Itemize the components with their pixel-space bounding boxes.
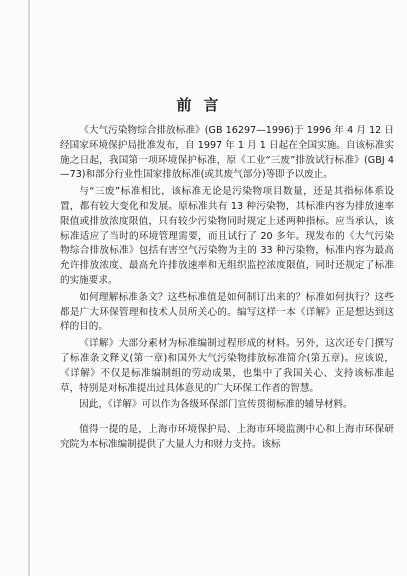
paragraph-3: 如何理解标准条文？这些标准值是如何制订出来的？标准如何执行？这些都是广大环保管理和技术人员所关心的。编写这样一本《详解》正是想达到这样的目的。 <box>60 291 394 333</box>
paragraph-4: 《详解》大部分素材为标准编制过程形成的材料。另外，这次还专门撰写了标准条文释义(第一章)和国外大气污染物排放标准简介(第五章)。应该说，《详解》不仅是标准编制组的劳动成果，也集中了我国关心、支持该标准起草，特别是对标准提出过具体意见的广大环保工作者的智慧。 <box>60 338 394 394</box>
paragraph-5: 因此，《详解》可以作为各级环保部门宣传贯彻标准的辅导材料。 <box>79 399 353 411</box>
paragraph-2: 与“三废”标准相比，该标准无论是污染物项目数量，还是其指标体系设置，都有较大变化和发展。原标准共有 13 种污染物，其标准内容为排放速率限值或排放浓度限值，只有较少污染物同时规定上述两种指标。应当承认，该标准适应了当时的环境管理需要，而且试行了 20 多年。现发布的《大气污染物综合排放标准》包括有害空气污染物为主的 33 种污染物，标准内容为最高允许排放浓度、最高允许排放速率和无组织监控浓度限值，同时还规定了标准的实施要求。 <box>60 186 394 286</box>
body-text <box>60 124 394 455</box>
scan-binding-edge <box>28 0 30 576</box>
page-title: 前言 <box>176 96 231 114</box>
paragraph-6: 值得一提的是，上海市环境保护局、上海市环境监测中心和上海市环保研究院为本标准编制提供了大量人力和财力支持。该标 <box>60 424 394 450</box>
paragraph-1: 《大气污染物综合排放标准》(GB 16297—1996)于 1996 年 4 月 12 日经国家环境保护局批准发布，自 1997 年 1 月 1 日起在全国实施。自该标准实施之日起，我国第一项环境保护标准，原《工业“三废”排放试行标准》(GBJ 4—73)和部分行业性国家排放标准(或其废气部分)等即予以废止。 <box>60 125 394 181</box>
